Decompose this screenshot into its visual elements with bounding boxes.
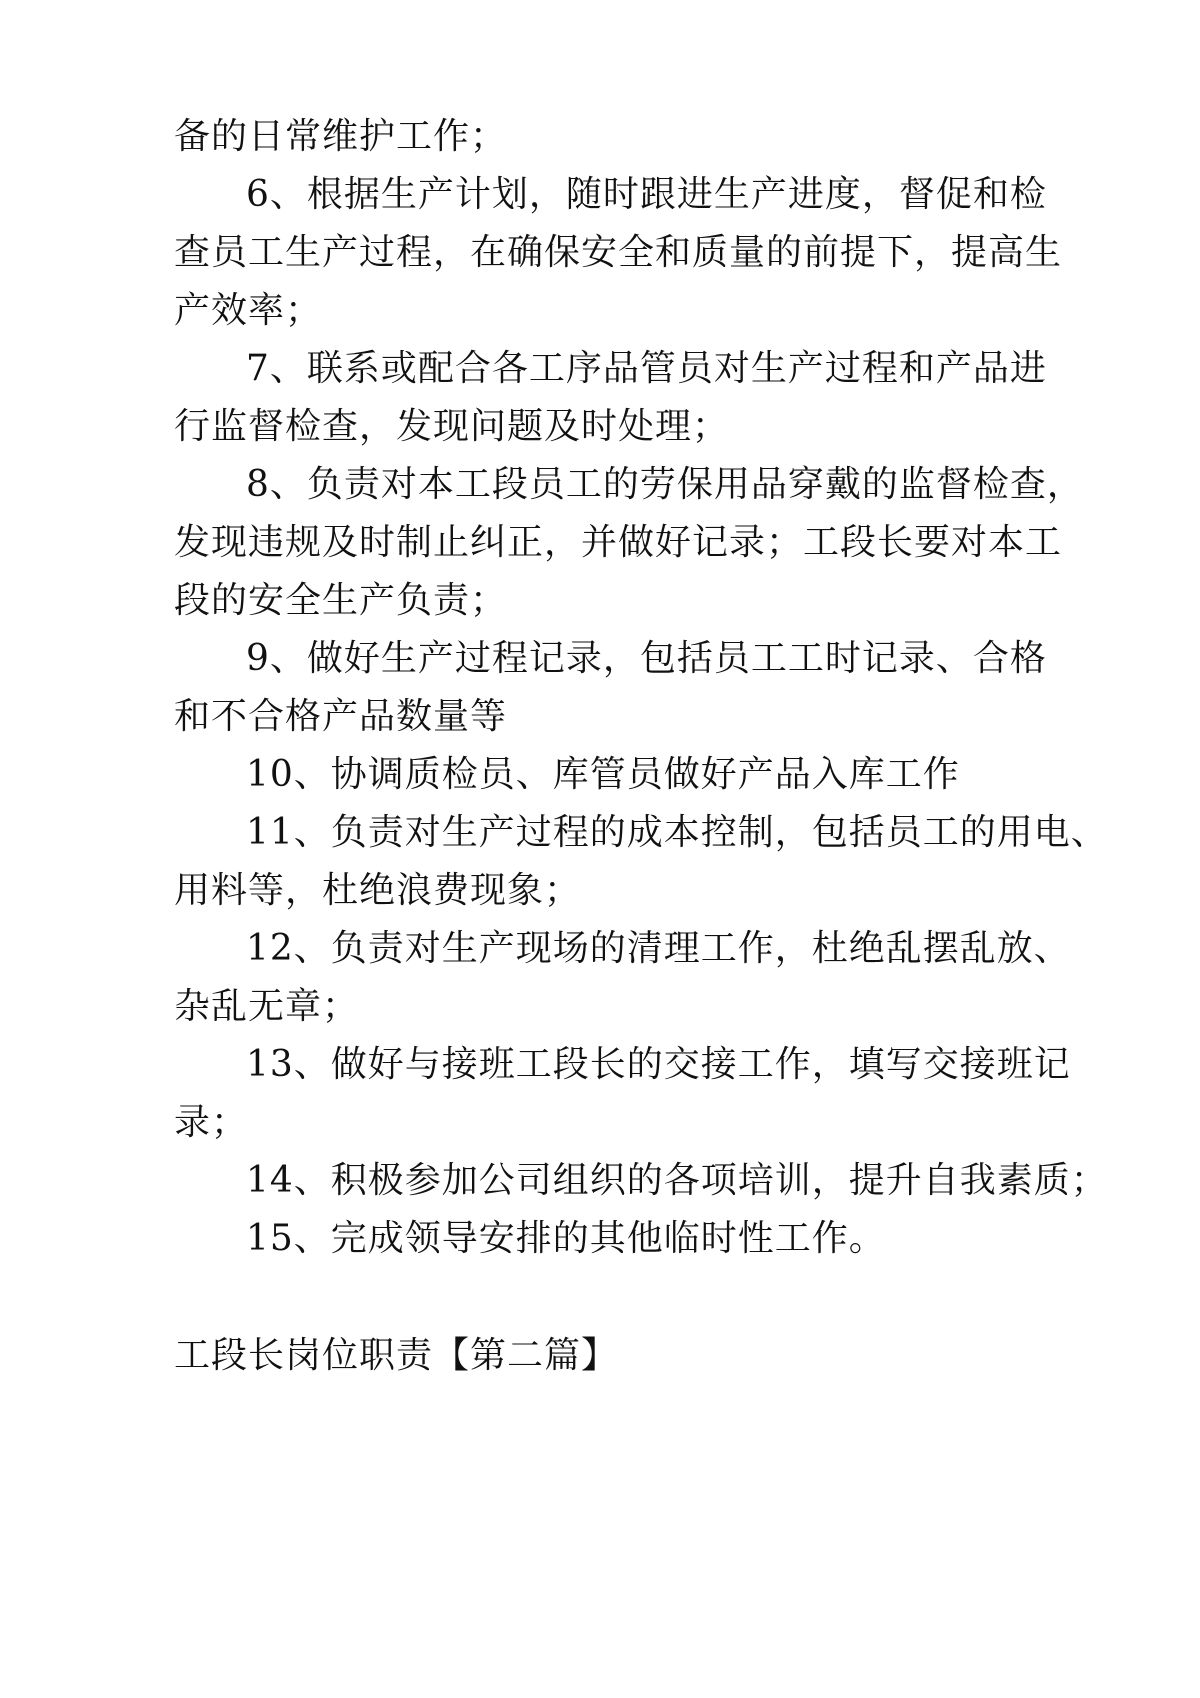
paragraph-5-continuation: 备的日常维护工作； (174, 116, 508, 157)
item-9-line-1: 9、做好生产过程记录，包括员工工时记录、合格 (246, 638, 1047, 679)
item-15: 15、完成领导安排的其他临时性工作。 (246, 1218, 886, 1259)
item-12-line-1: 12、负责对生产现场的清理工作，杜绝乱摆乱放、 (246, 928, 1071, 969)
item-11-line-2: 用料等，杜绝浪费现象； (174, 870, 582, 911)
item-13-line-2: 录； (174, 1102, 249, 1143)
item-8-line-1: 8、负责对本工段员工的劳保用品穿戴的监督检查， (246, 464, 1084, 505)
section-heading: 工段长岗位职责【第二篇】 (174, 1335, 619, 1376)
item-8-line-3: 段的安全生产负责； (174, 580, 508, 621)
item-9-line-2: 和不合格产品数量等 (174, 696, 508, 737)
item-10: 10、协调质检员、库管员做好产品入库工作 (246, 754, 960, 795)
item-14: 14、积极参加公司组织的各项培训，提升自我素质； (246, 1160, 1108, 1201)
item-6-line-3: 产效率； (174, 290, 323, 331)
item-6-line-1: 6、根据生产计划，随时跟进生产进度，督促和检 (246, 174, 1047, 215)
item-6-line-2: 查员工生产过程，在确保安全和质量的前提下，提高生 (174, 232, 1063, 273)
item-12-line-2: 杂乱无章； (174, 986, 360, 1027)
item-8-line-2: 发现违规及时制止纠正，并做好记录；工段长要对本工 (174, 522, 1063, 563)
item-7-line-1: 7、联系或配合各工序品管员对生产过程和产品进 (246, 348, 1047, 389)
item-7-line-2: 行监督检查，发现问题及时处理； (174, 406, 730, 447)
item-13-line-1: 13、做好与接班工段长的交接工作，填写交接班记 (246, 1044, 1071, 1085)
item-11-line-1: 11、负责对生产过程的成本控制，包括员工的用电、 (246, 812, 1108, 853)
